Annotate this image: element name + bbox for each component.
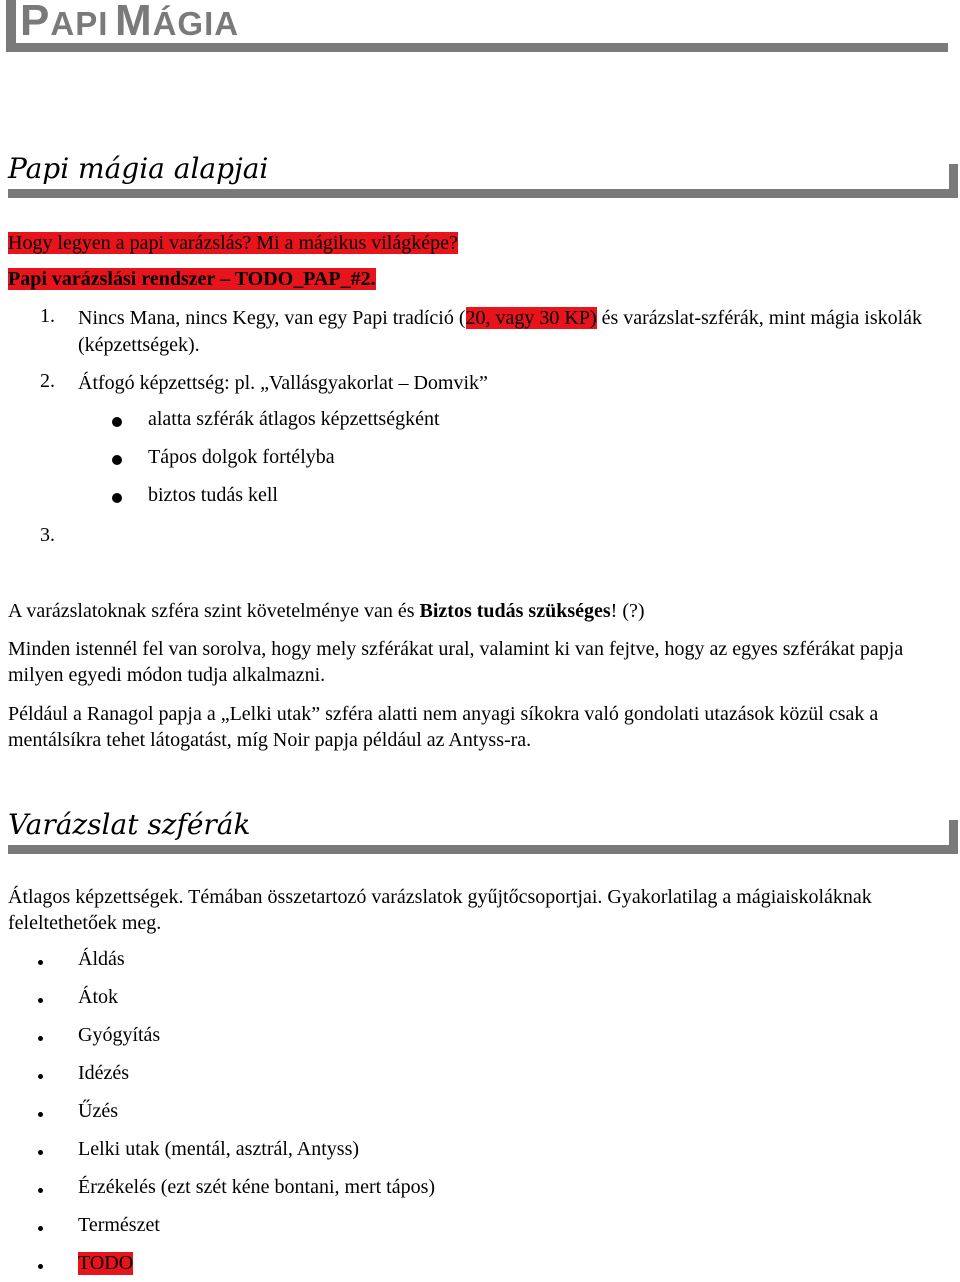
paragraph-gods: Minden istennél fel van sorolva, hogy mely szférákat ural, valamint ki van fejtve, hogy az egyes szférákat papja milyen egyedi módon tudja alkalmazni. xyxy=(8,638,904,686)
section-heading-szferak xyxy=(8,808,958,854)
bullet-icon xyxy=(38,1188,43,1193)
section-heading-text: Varázslat szférák xyxy=(8,808,251,841)
bullet-icon xyxy=(38,1074,43,1079)
paragraph-intro: Átlagos képzettségek. Témában összetartozó varázslatok gyűjtőcsoportjai. Gyakorlatilag a mágiaiskoláknak feleltethetőek meg. xyxy=(8,886,872,934)
bullet-icon xyxy=(38,1112,43,1117)
paragraph-example: Például a Ranagol papja a „Lelki utak” szféra alatti nem anyagi síkokra való gondolati utazások közül csak a mentálsíkra tehet látogatást, míg Noir papja például az Antyss-ra. xyxy=(8,703,879,751)
page-title-text: PAPI MÁGIA xyxy=(20,0,240,45)
list-number-3: 3. xyxy=(40,524,55,546)
section-heading-alapjai xyxy=(8,152,958,198)
list-number-2: 2. xyxy=(40,370,55,392)
bullet-icon xyxy=(38,1150,43,1155)
paragraph-requirement: A varázslatoknak szféra szint követelménye van és Biztos tudás szükséges! (?) xyxy=(8,600,645,622)
bullet-icon xyxy=(38,998,43,1003)
heading-bar-bottom xyxy=(8,189,958,198)
section-heading-text: Papi mágia alapjai xyxy=(8,152,269,185)
heading-bar-right xyxy=(949,164,958,198)
bullet-icon xyxy=(38,1264,43,1269)
bullet-icon xyxy=(112,417,122,427)
bullet-icon xyxy=(38,1226,43,1231)
list-number-1: 1. xyxy=(40,305,55,327)
page-title xyxy=(6,0,948,52)
bullet-icon xyxy=(38,1036,43,1041)
question-line: Hogy legyen a papi varázslás? Mi a mágikus világképe? xyxy=(8,232,458,254)
heading-bar-bottom xyxy=(8,845,958,854)
bullet-icon xyxy=(38,960,43,965)
bullet-icon xyxy=(112,455,122,465)
heading-bar-right xyxy=(949,820,958,854)
bullet-icon xyxy=(112,493,122,503)
list-item-2: Átfogó képzettség: pl. „Vallásgyakorlat – Domvik” xyxy=(78,372,488,394)
system-title-line: Papi varázslási rendszer – TODO_PAP_#2. xyxy=(8,268,376,290)
list-item-1: Nincs Mana, nincs Kegy, van egy Papi tradíció (20, vagy 30 KP) és varázslat-szférák, mint mágia iskolák (képzettségek). xyxy=(78,307,923,356)
